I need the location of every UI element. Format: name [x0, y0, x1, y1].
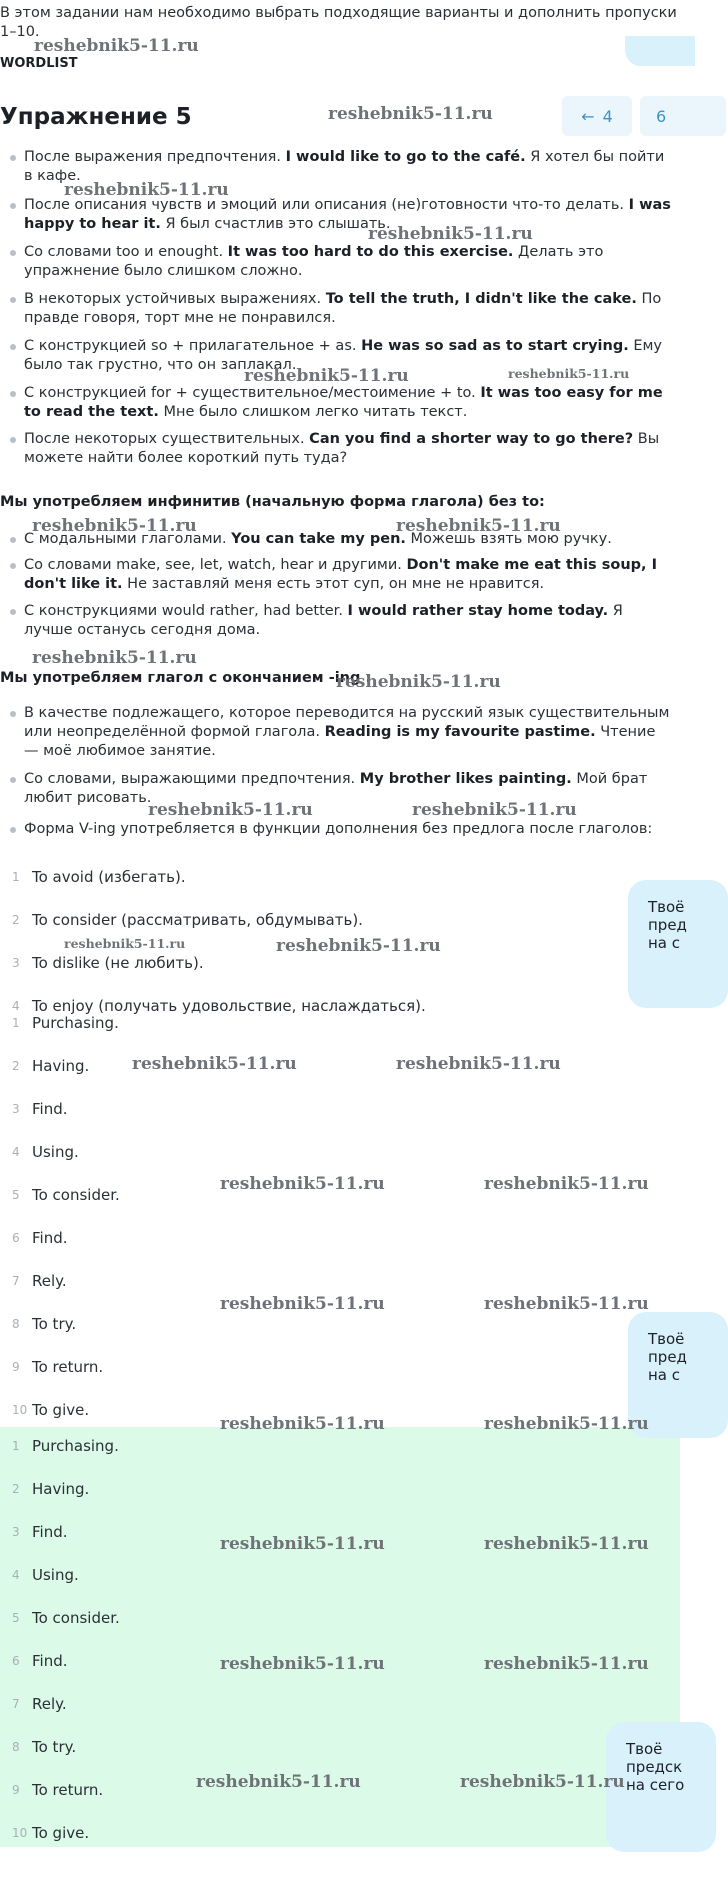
prev-exercise-label: 4	[602, 106, 613, 126]
chat-bubble-line: предск	[626, 1758, 683, 1776]
item-number: 10	[12, 1826, 28, 1840]
item-number: 4	[12, 1568, 20, 1582]
bullet-example: I would like to go to the café.	[285, 149, 526, 165]
watermark-text: reshebnik5-11.ru	[196, 1772, 361, 1792]
bullet-text: С модальными глаголами.	[24, 531, 232, 547]
item-number: 10	[12, 1403, 28, 1417]
bullet-example: It was too easy for me to read the text.	[24, 385, 663, 420]
bullet-item	[24, 243, 674, 281]
item-text: To try.	[32, 1315, 77, 1333]
item-number: 1	[12, 870, 20, 884]
bullet-translation: По правде говоря, торт мне не понравился.	[24, 291, 662, 326]
item-number: 1	[12, 1439, 20, 1453]
list-item	[0, 1609, 600, 1631]
bullet-dot	[10, 155, 16, 161]
item-text: To consider.	[32, 1186, 120, 1204]
item-text: Having.	[32, 1480, 90, 1498]
watermark-text: reshebnik5-11.ru	[484, 1294, 649, 1314]
next-exercise-label: 6	[656, 106, 667, 126]
watermark-text: reshebnik5-11.ru	[460, 1772, 625, 1792]
answers-list	[0, 1008, 680, 1428]
bullet-example: Can you find a shorter way to go there?	[309, 431, 634, 447]
bullet-example: Don't make me eat this soup, I don't like it.	[24, 557, 657, 592]
item-text: To try.	[32, 1738, 77, 1756]
list-item	[0, 1100, 600, 1122]
bullet-translation: Мне было слишком легко читать текст.	[158, 404, 468, 420]
item-number: 3	[12, 1102, 20, 1116]
item-text: Find.	[32, 1523, 68, 1541]
chat-bubble-1[interactable]	[628, 880, 728, 1008]
watermark-text: reshebnik5-11.ru	[412, 800, 577, 820]
watermark-text: reshebnik5-11.ru	[396, 1054, 561, 1074]
prev-exercise-button[interactable]	[562, 96, 632, 136]
bullet-text: В качестве подлежащего, которое переводится на русский язык существительным или неопределённой формой глагола.	[24, 705, 670, 740]
watermark-text: reshebnik5-11.ru	[484, 1414, 649, 1434]
bullet-example: He was so sad as to start crying.	[361, 338, 629, 354]
bullet-dot	[10, 391, 16, 397]
bullet-item	[24, 430, 674, 468]
item-number: 9	[12, 1783, 20, 1797]
bullet-example: You can take my pen.	[231, 531, 406, 547]
list-item	[0, 1566, 600, 1588]
next-exercise-button[interactable]	[640, 96, 726, 136]
bullet-dot	[10, 609, 16, 615]
chat-bubble-line: Твоё	[648, 1330, 685, 1348]
item-text: Find.	[32, 1652, 68, 1670]
bullet-translation: Вы можете найти более короткий путь туда?	[24, 431, 660, 466]
bullet-item	[24, 290, 674, 328]
watermark-text: reshebnik5-11.ru	[220, 1174, 385, 1194]
item-number: 5	[12, 1611, 20, 1625]
item-number: 2	[12, 913, 20, 927]
wordlist-label: WORDLIST	[0, 56, 78, 71]
bullet-text: Со словами make, see, let, watch, hear и другими.	[24, 557, 407, 573]
bullet-example: I was happy to hear it.	[24, 197, 671, 232]
bullet-translation: Я был счастлив это слышать.	[160, 216, 391, 232]
bullet-text: После некоторых существительных.	[24, 431, 310, 447]
item-text: To enjoy (получать удовольствие, наслаждаться).	[32, 997, 426, 1015]
list-item	[0, 868, 600, 890]
list-item	[0, 1695, 600, 1717]
watermark-text: reshebnik5-11.ru	[220, 1294, 385, 1314]
watermark-text: reshebnik5-11.ru	[220, 1534, 385, 1554]
item-text: Using.	[32, 1143, 79, 1161]
watermark-text: reshebnik5-11.ru	[336, 672, 501, 692]
list-item	[0, 1229, 600, 1251]
item-text: To avoid (избегать).	[32, 868, 186, 886]
watermark-text: reshebnik5-11.ru	[484, 1534, 649, 1554]
bullet-example: Reading is my favourite pastime.	[324, 724, 596, 740]
watermark-text: reshebnik5-11.ru	[220, 1654, 385, 1674]
bullet-dot	[10, 827, 16, 833]
item-text: To return.	[32, 1781, 104, 1799]
bullet-item	[24, 196, 674, 234]
bullet-text: После описания чувств и эмоций или описания (не)готовности что-то делать.	[24, 197, 629, 213]
bullet-text: С конструкцией so + прилагательное + as.	[24, 338, 362, 354]
watermark-text: reshebnik5-11.ru	[64, 936, 186, 951]
item-number: 1	[12, 1016, 20, 1030]
item-text: To dislike (не любить).	[32, 954, 204, 972]
bullet-translation: Мой брат любит рисовать.	[24, 771, 648, 806]
watermark-text: reshebnik5-11.ru	[32, 516, 197, 536]
item-number: 8	[12, 1317, 20, 1331]
bullet-item	[24, 556, 674, 594]
watermark-text: reshebnik5-11.ru	[148, 800, 313, 820]
watermark-text: reshebnik5-11.ru	[34, 36, 199, 56]
bullet-text: Со словами too и enought.	[24, 244, 228, 260]
item-text: To consider (рассматривать, обдумывать).	[32, 911, 363, 929]
bullet-translation: Можешь взять мою ручку.	[405, 531, 612, 547]
bullet-text: Форма V-ing употребляется в функции дополнения без предлога после глаголов:	[24, 821, 653, 837]
section-heading-no-to: Мы употребляем инфинитив (начальную форма глагола) без to:	[0, 494, 545, 510]
watermark-text: reshebnik5-11.ru	[220, 1414, 385, 1434]
verbs-list	[0, 860, 680, 1015]
item-text: Rely.	[32, 1272, 67, 1290]
list-item	[0, 1014, 600, 1036]
bullet-translation: Ему было так грустно, что он заплакал.	[24, 338, 663, 373]
bullet-translation: Я лучше останусь сегодня дома.	[24, 603, 623, 638]
bullet-dot	[10, 344, 16, 350]
bullet-text: С конструкциями would rather, had better.	[24, 603, 348, 619]
chat-bubble-line: пред	[648, 1348, 687, 1366]
item-text: Purchasing.	[32, 1014, 119, 1032]
watermark-text: reshebnik5-11.ru	[276, 936, 441, 956]
bullet-dot	[10, 711, 16, 717]
item-text: To consider.	[32, 1609, 120, 1627]
bullet-translation: Я хотел бы пойти в кафе.	[24, 149, 665, 184]
item-text: Using.	[32, 1566, 79, 1584]
item-text: Purchasing.	[32, 1437, 119, 1455]
chat-bubble-line: Твоё	[626, 1740, 663, 1758]
watermark-text: reshebnik5-11.ru	[368, 224, 533, 244]
item-text: To give.	[32, 1401, 90, 1419]
list-item	[0, 1437, 600, 1459]
bullet-example: I would rather stay home today.	[347, 603, 609, 619]
watermark-text: reshebnik5-11.ru	[132, 1054, 297, 1074]
item-text: Find.	[32, 1229, 68, 1247]
bullet-dot	[10, 777, 16, 783]
item-number: 6	[12, 1654, 20, 1668]
exercise-title: Упражнение 5	[0, 104, 192, 130]
item-number: 4	[12, 999, 20, 1013]
bullet-translation: Делать это упражнение было слишком сложно.	[24, 244, 604, 279]
list-item	[0, 1315, 600, 1337]
item-number: 2	[12, 1059, 20, 1073]
list-item	[0, 1480, 600, 1502]
item-number: 6	[12, 1231, 20, 1245]
bullet-dot	[10, 297, 16, 303]
list-item	[0, 911, 600, 933]
chat-bubble-edge[interactable]	[625, 36, 695, 66]
bullet-text: С конструкцией for + существительное/местоимение + to.	[24, 385, 481, 401]
watermark-text: reshebnik5-11.ru	[396, 516, 561, 536]
intro-text: В этом задании нам необходимо выбрать подходящие варианты и дополнить пропуски 1–10.	[0, 5, 677, 40]
list-item	[0, 954, 600, 976]
list-item	[0, 1272, 600, 1294]
item-text: Having.	[32, 1057, 90, 1075]
bullet-item	[24, 820, 674, 839]
bullet-dot	[10, 537, 16, 543]
bullet-translation: Не заставляй меня есть этот суп, он мне не нравится.	[122, 576, 545, 592]
item-text: To give.	[32, 1824, 90, 1842]
bullet-item	[24, 384, 674, 422]
bullet-example: My brother likes painting.	[359, 771, 572, 787]
bullet-text: Со словами, выражающими предпочтения.	[24, 771, 360, 787]
watermark-text: reshebnik5-11.ru	[484, 1174, 649, 1194]
watermark-text: reshebnik5-11.ru	[328, 104, 493, 124]
bullet-translation: Чтение — моё любимое занятие.	[24, 724, 656, 759]
item-number: 9	[12, 1360, 20, 1374]
chat-bubble-line: Твоё	[648, 898, 685, 916]
item-number: 3	[12, 956, 20, 970]
arrow-left-icon: ←	[581, 106, 595, 126]
item-text: Rely.	[32, 1695, 67, 1713]
bullet-example: To tell the truth, I didn't like the cake.	[325, 291, 637, 307]
chat-bubble-line: на с	[648, 1366, 681, 1384]
watermark-text: reshebnik5-11.ru	[508, 366, 630, 381]
item-text: To return.	[32, 1358, 104, 1376]
bullet-text: После выражения предпочтения.	[24, 149, 286, 165]
watermark-text: reshebnik5-11.ru	[244, 366, 409, 386]
item-number: 2	[12, 1482, 20, 1496]
chat-bubble-line: на с	[648, 934, 681, 952]
watermark-text: reshebnik5-11.ru	[64, 180, 229, 200]
bullet-dot	[10, 250, 16, 256]
item-number: 3	[12, 1525, 20, 1539]
list-item	[0, 1824, 600, 1846]
item-text: Find.	[32, 1100, 68, 1118]
bullet-item	[24, 602, 674, 640]
item-number: 7	[12, 1274, 20, 1288]
item-number: 8	[12, 1740, 20, 1754]
bullet-text: В некоторых устойчивых выражениях.	[24, 291, 326, 307]
watermark-text: reshebnik5-11.ru	[484, 1654, 649, 1674]
bullet-dot	[10, 437, 16, 443]
bullet-dot	[10, 563, 16, 569]
chat-bubble-line: пред	[648, 916, 687, 934]
bullet-dot	[10, 203, 16, 209]
chat-bubble-line: на сего	[626, 1776, 685, 1794]
item-number: 4	[12, 1145, 20, 1159]
watermark-text: reshebnik5-11.ru	[32, 648, 197, 668]
item-number: 7	[12, 1697, 20, 1711]
list-item	[0, 1358, 600, 1380]
bullet-example: It was too hard to do this exercise.	[227, 244, 514, 260]
bullet-item	[24, 704, 674, 761]
section-heading-ing: Мы употребляем глагол с окончанием -ing :	[0, 670, 372, 686]
list-item	[0, 1143, 600, 1165]
item-number: 5	[12, 1188, 20, 1202]
list-item	[0, 1738, 600, 1760]
